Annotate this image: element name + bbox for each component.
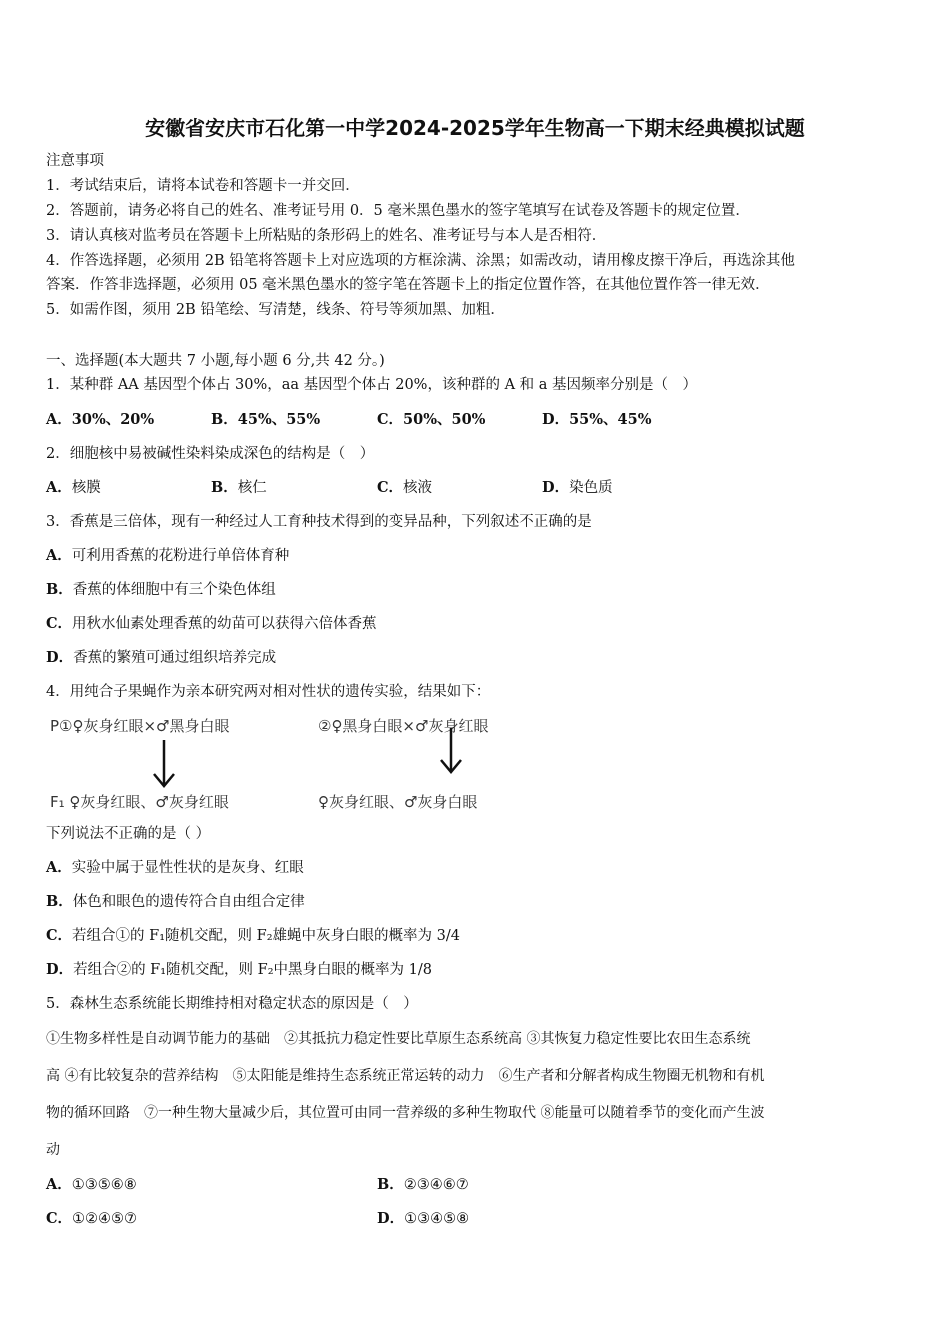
q5-statement-line: 高 ④有比较复杂的营养结构 ⑤太阳能是维持生态系统正常运转的动力 ⑥生产者和分解者构成生物圈无机物和有机 [46, 1068, 765, 1084]
option-text: 香蕉的繁殖可通过组织培养完成 [73, 650, 277, 666]
option-label: D． [542, 479, 570, 496]
option-text: 实验中属于显性性状的是灰身、红眼 [71, 860, 304, 876]
option-label: A． [46, 547, 72, 564]
q2-option-b [211, 478, 267, 498]
q2-option-c [377, 478, 432, 498]
q5-option-b [377, 1175, 469, 1195]
option-text: ①③⑤⑥⑧ [71, 1177, 137, 1193]
notice-item: 5．如需作图，须用 2B 铅笔绘、写清楚，线条、符号等须加黑、加粗． [46, 302, 505, 318]
option-label: B． [46, 893, 73, 910]
cross-2-parents: ②♀黑身白眼×♂灰身红眼 [318, 717, 489, 735]
q3-option-b [46, 580, 276, 600]
section-heading: 一、选择题(本大题共 7 小题,每小题 6 分,共 42 分。) [46, 353, 385, 369]
option-text: 50%、50% [403, 411, 486, 428]
option-label: C． [377, 411, 404, 428]
option-text: ②③④⑥⑦ [403, 1177, 469, 1193]
question-1-stem: 1．某种群 AA 基因型个体占 30%，aa 基因型个体占 20%，该种群的 A 和 a 基因频率分别是（ ） [46, 377, 698, 393]
option-label: A． [46, 859, 72, 876]
q4-option-b [46, 892, 305, 912]
q1-option-a [46, 410, 154, 430]
notice-item: 2．答题前，请务必将自己的姓名、准考证号用 0．5 毫米黑色墨水的签字笔填写在试卷及答题卡的规定位置． [46, 203, 750, 219]
option-label: C． [46, 615, 73, 632]
option-text: ①③④⑤⑧ [404, 1211, 470, 1227]
q5-statement-line: 动 [46, 1142, 60, 1158]
page-title: 安徽省安庆市石化第一中学2024-2025学年生物高一下期末经典模拟试题 [145, 116, 805, 140]
option-text: 用秋水仙素处理香蕉的幼苗可以获得六倍体香蕉 [72, 616, 377, 632]
q5-option-a [46, 1175, 137, 1195]
option-label: B． [46, 581, 73, 598]
option-label: B． [377, 1176, 404, 1193]
option-text: 核液 [403, 480, 433, 496]
cross-2-offspring: ♀灰身红眼、♂灰身白眼 [318, 793, 478, 811]
q5-statement-line: ①生物多样性是自动调节能力的基础 ②其抵抗力稳定性要比草原生态系统高 ③其恢复力稳定性要比农田生态系统 [46, 1031, 751, 1047]
q1-option-d [542, 410, 652, 430]
option-text: 核仁 [237, 480, 267, 496]
notice-heading: 注意事项 [46, 153, 104, 169]
option-text: ①②④⑤⑦ [72, 1211, 138, 1227]
question-2-stem: 2．细胞核中易被碱性染料染成深色的结构是（ ） [46, 446, 375, 462]
question-4-stem: 4．用纯合子果蝇作为亲本研究两对相对性状的遗传实验，结果如下： [46, 684, 491, 700]
cross-2-arrow-icon [437, 726, 465, 776]
cross-1-parents: P①♀灰身红眼×♂黑身白眼 [50, 717, 230, 735]
option-label: A． [46, 1176, 72, 1193]
q2-option-a [46, 478, 101, 498]
option-label: D． [46, 649, 74, 666]
option-text: 体色和眼色的遗传符合自由组合定律 [72, 894, 305, 910]
option-label: A． [46, 479, 72, 496]
q3-option-d [46, 648, 276, 668]
option-text: 若组合②的 F₁随机交配，则 F₂中黑身白眼的概率为 1/8 [73, 962, 432, 978]
q3-option-c [46, 614, 377, 634]
q5-option-d [377, 1209, 469, 1229]
q4-option-d [46, 960, 432, 980]
option-text: 55%、45% [569, 411, 652, 428]
q1-option-b [211, 410, 320, 430]
q4-option-a [46, 858, 304, 878]
notice-item: 4．作答选择题，必须用 2B 铅笔将答题卡上对应选项的方框涂满、涂黑；如需改动，请用橡皮擦干净后，再选涂其他 [46, 253, 795, 269]
option-label: D． [46, 961, 74, 978]
q5-statement-line: 物的循环回路 ⑦一种生物大量减少后，其位置可由同一营养级的多种生物取代 ⑧能量可以随着季节的变化而产生波 [46, 1105, 765, 1121]
option-text: 染色质 [569, 480, 613, 496]
option-label: B． [211, 411, 238, 428]
question-4-prompt: 下列说法不正确的是（ ） [46, 826, 211, 842]
cross-1-offspring: F₁ ♀灰身红眼、♂灰身红眼 [50, 793, 229, 811]
option-text: 45%、55% [237, 411, 321, 428]
option-text: 若组合①的 F₁随机交配，则 F₂雄蝇中灰身白眼的概率为 3/4 [72, 928, 460, 944]
option-text: 30%、20% [71, 411, 155, 428]
option-text: 香蕉的体细胞中有三个染色体组 [72, 582, 276, 598]
option-label: D． [542, 411, 570, 428]
question-5-stem: 5．森林生态系统能长期维持相对稳定状态的原因是（ ） [46, 996, 418, 1012]
cross-1-arrow-icon [150, 738, 178, 790]
option-label: A． [46, 411, 72, 428]
option-label: C． [46, 927, 73, 944]
q1-option-c [377, 410, 485, 430]
notice-item: 1．考试结束后，请将本试卷和答题卡一并交回． [46, 178, 360, 194]
q4-option-c [46, 926, 460, 946]
q3-option-a [46, 546, 289, 566]
q2-option-d [542, 478, 613, 498]
question-3-stem: 3．香蕉是三倍体，现有一种经过人工育种技术得到的变异品种，下列叙述不正确的是 [46, 514, 592, 530]
notice-item: 答案．作答非选择题，必须用 05 毫米黑色墨水的签字笔在答题卡上的指定位置作答，在其他位置作答一律无效． [46, 277, 770, 293]
q5-option-c [46, 1209, 137, 1229]
option-label: C． [377, 479, 404, 496]
option-text: 核膜 [71, 480, 101, 496]
option-label: B． [211, 479, 238, 496]
option-label: D． [377, 1210, 405, 1227]
option-text: 可利用香蕉的花粉进行单倍体育种 [71, 548, 290, 564]
notice-item: 3．请认真核对监考员在答题卡上所粘贴的条形码上的姓名、准考证号与本人是否相符． [46, 228, 607, 244]
option-label: C． [46, 1210, 73, 1227]
